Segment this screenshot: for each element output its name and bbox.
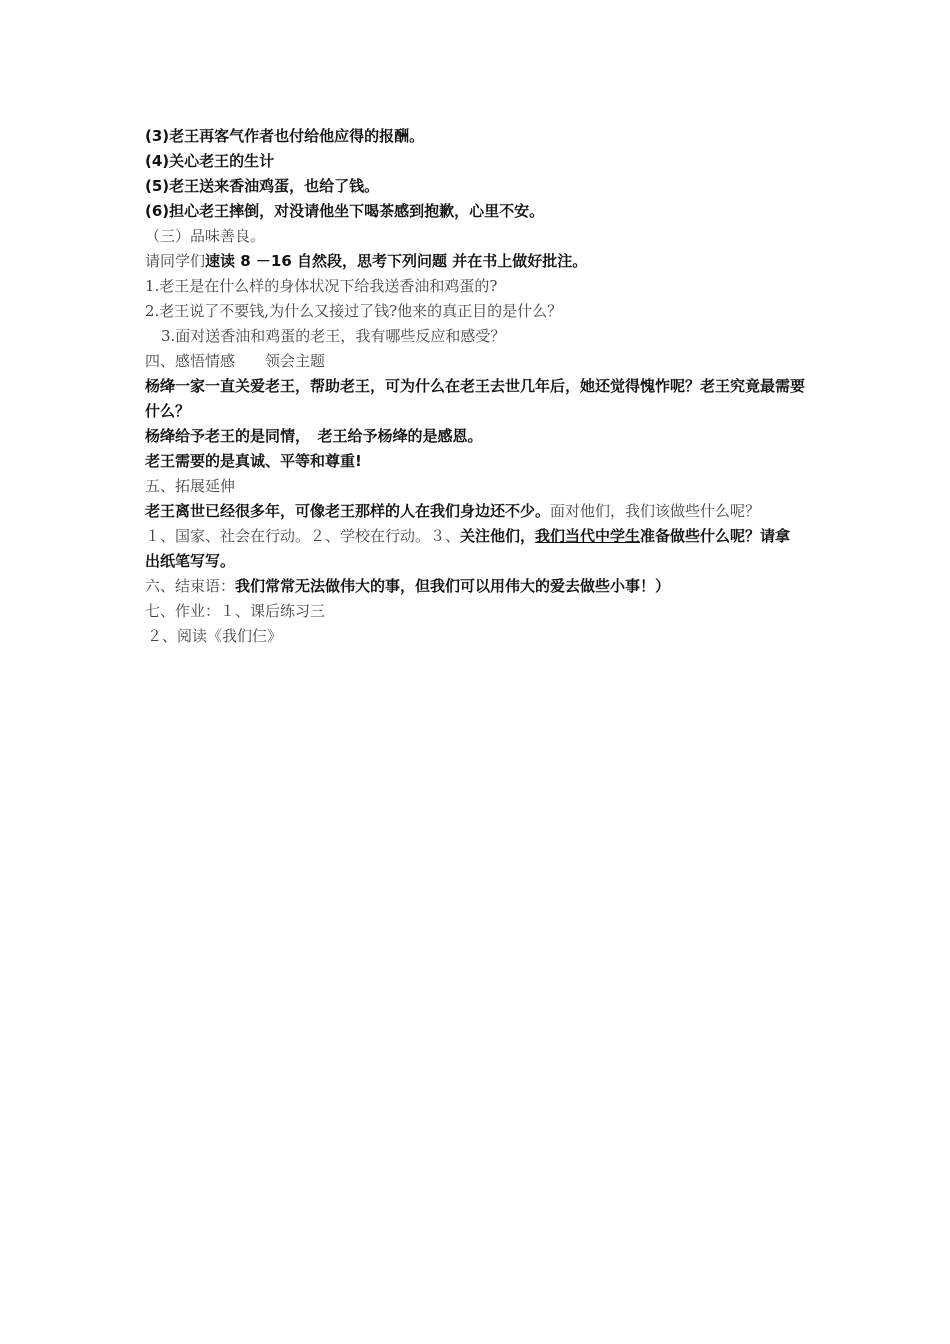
question-1: 1.老王是在什么样的身体状况下给我送香油和鸡蛋的? bbox=[145, 277, 498, 295]
section-heading-kindness: （三）品味善良。 bbox=[145, 227, 266, 245]
actions-prompt: 准备做些什么呢？请拿出纸笔写写。 bbox=[145, 527, 791, 570]
closing-label: 六、结束语： bbox=[145, 577, 236, 595]
homework bbox=[145, 599, 805, 624]
closing-remarks bbox=[145, 574, 805, 599]
extension-normal: 面对他们，我们该做些什么呢？ bbox=[550, 502, 761, 520]
answer-4: (4)关心老王的生计 bbox=[145, 152, 275, 170]
theme-answer-1: 杨绛给予老王的是同情， 老王给予杨绛的是感恩。 bbox=[145, 427, 483, 445]
theme-answer-2: 老王需要的是真诚、平等和尊重! bbox=[145, 452, 362, 470]
answer-3: (3)老王再客气作者也付给他应得的报酬。 bbox=[145, 127, 425, 145]
actions-care: 关注他们， bbox=[460, 527, 536, 545]
answer-5: (5)老王送来香油鸡蛋，也给了钱。 bbox=[145, 177, 380, 195]
extension-bold: 老王离世已经很多年，可像老王那样的人在我们身边还不少。 bbox=[145, 502, 551, 520]
homework-item-1: １、课后练习三 bbox=[220, 602, 326, 620]
homework-label: 七、作业： bbox=[145, 602, 221, 620]
reading-instruction bbox=[145, 249, 805, 274]
question-2: 2.老王说了不要钱,为什么又接过了钱?他来的真正目的是什么？ bbox=[145, 302, 563, 320]
actions-prefix: １、国家、社会在行动。２、学校在行动。３、 bbox=[145, 527, 461, 545]
document-body bbox=[145, 124, 805, 649]
extension-actions bbox=[145, 524, 805, 574]
homework-item-2: ２、阅读《我们仨》 bbox=[147, 627, 283, 645]
question-3: 3.面对送香油和鸡蛋的老王，我有哪些反应和感受？ bbox=[161, 327, 506, 345]
extension-question bbox=[145, 499, 805, 524]
section-heading-theme: 四、感悟情感 领会主题 bbox=[145, 352, 326, 370]
answer-6: (6)担心老王摔倒，对没请他坐下喝茶感到抱歉，心里不安。 bbox=[145, 202, 545, 220]
actions-students: 我们当代中学生 bbox=[535, 527, 641, 545]
instruction-prefix: 请同学们 bbox=[145, 252, 206, 270]
instruction-text: 速读 8 －16 自然段，思考下列问题 并在书上做好批注。 bbox=[205, 252, 588, 270]
section-heading-extension: 五、拓展延伸 bbox=[145, 477, 236, 495]
closing-text: 我们常常无法做伟大的事，但我们可以用伟大的爱去做些小事！） bbox=[235, 577, 671, 595]
theme-question: 杨绛一家一直关爱老王，帮助老王，可为什么在老王去世几年后，她还觉得愧怍呢？老王究竟最需要什么？ bbox=[145, 377, 806, 420]
